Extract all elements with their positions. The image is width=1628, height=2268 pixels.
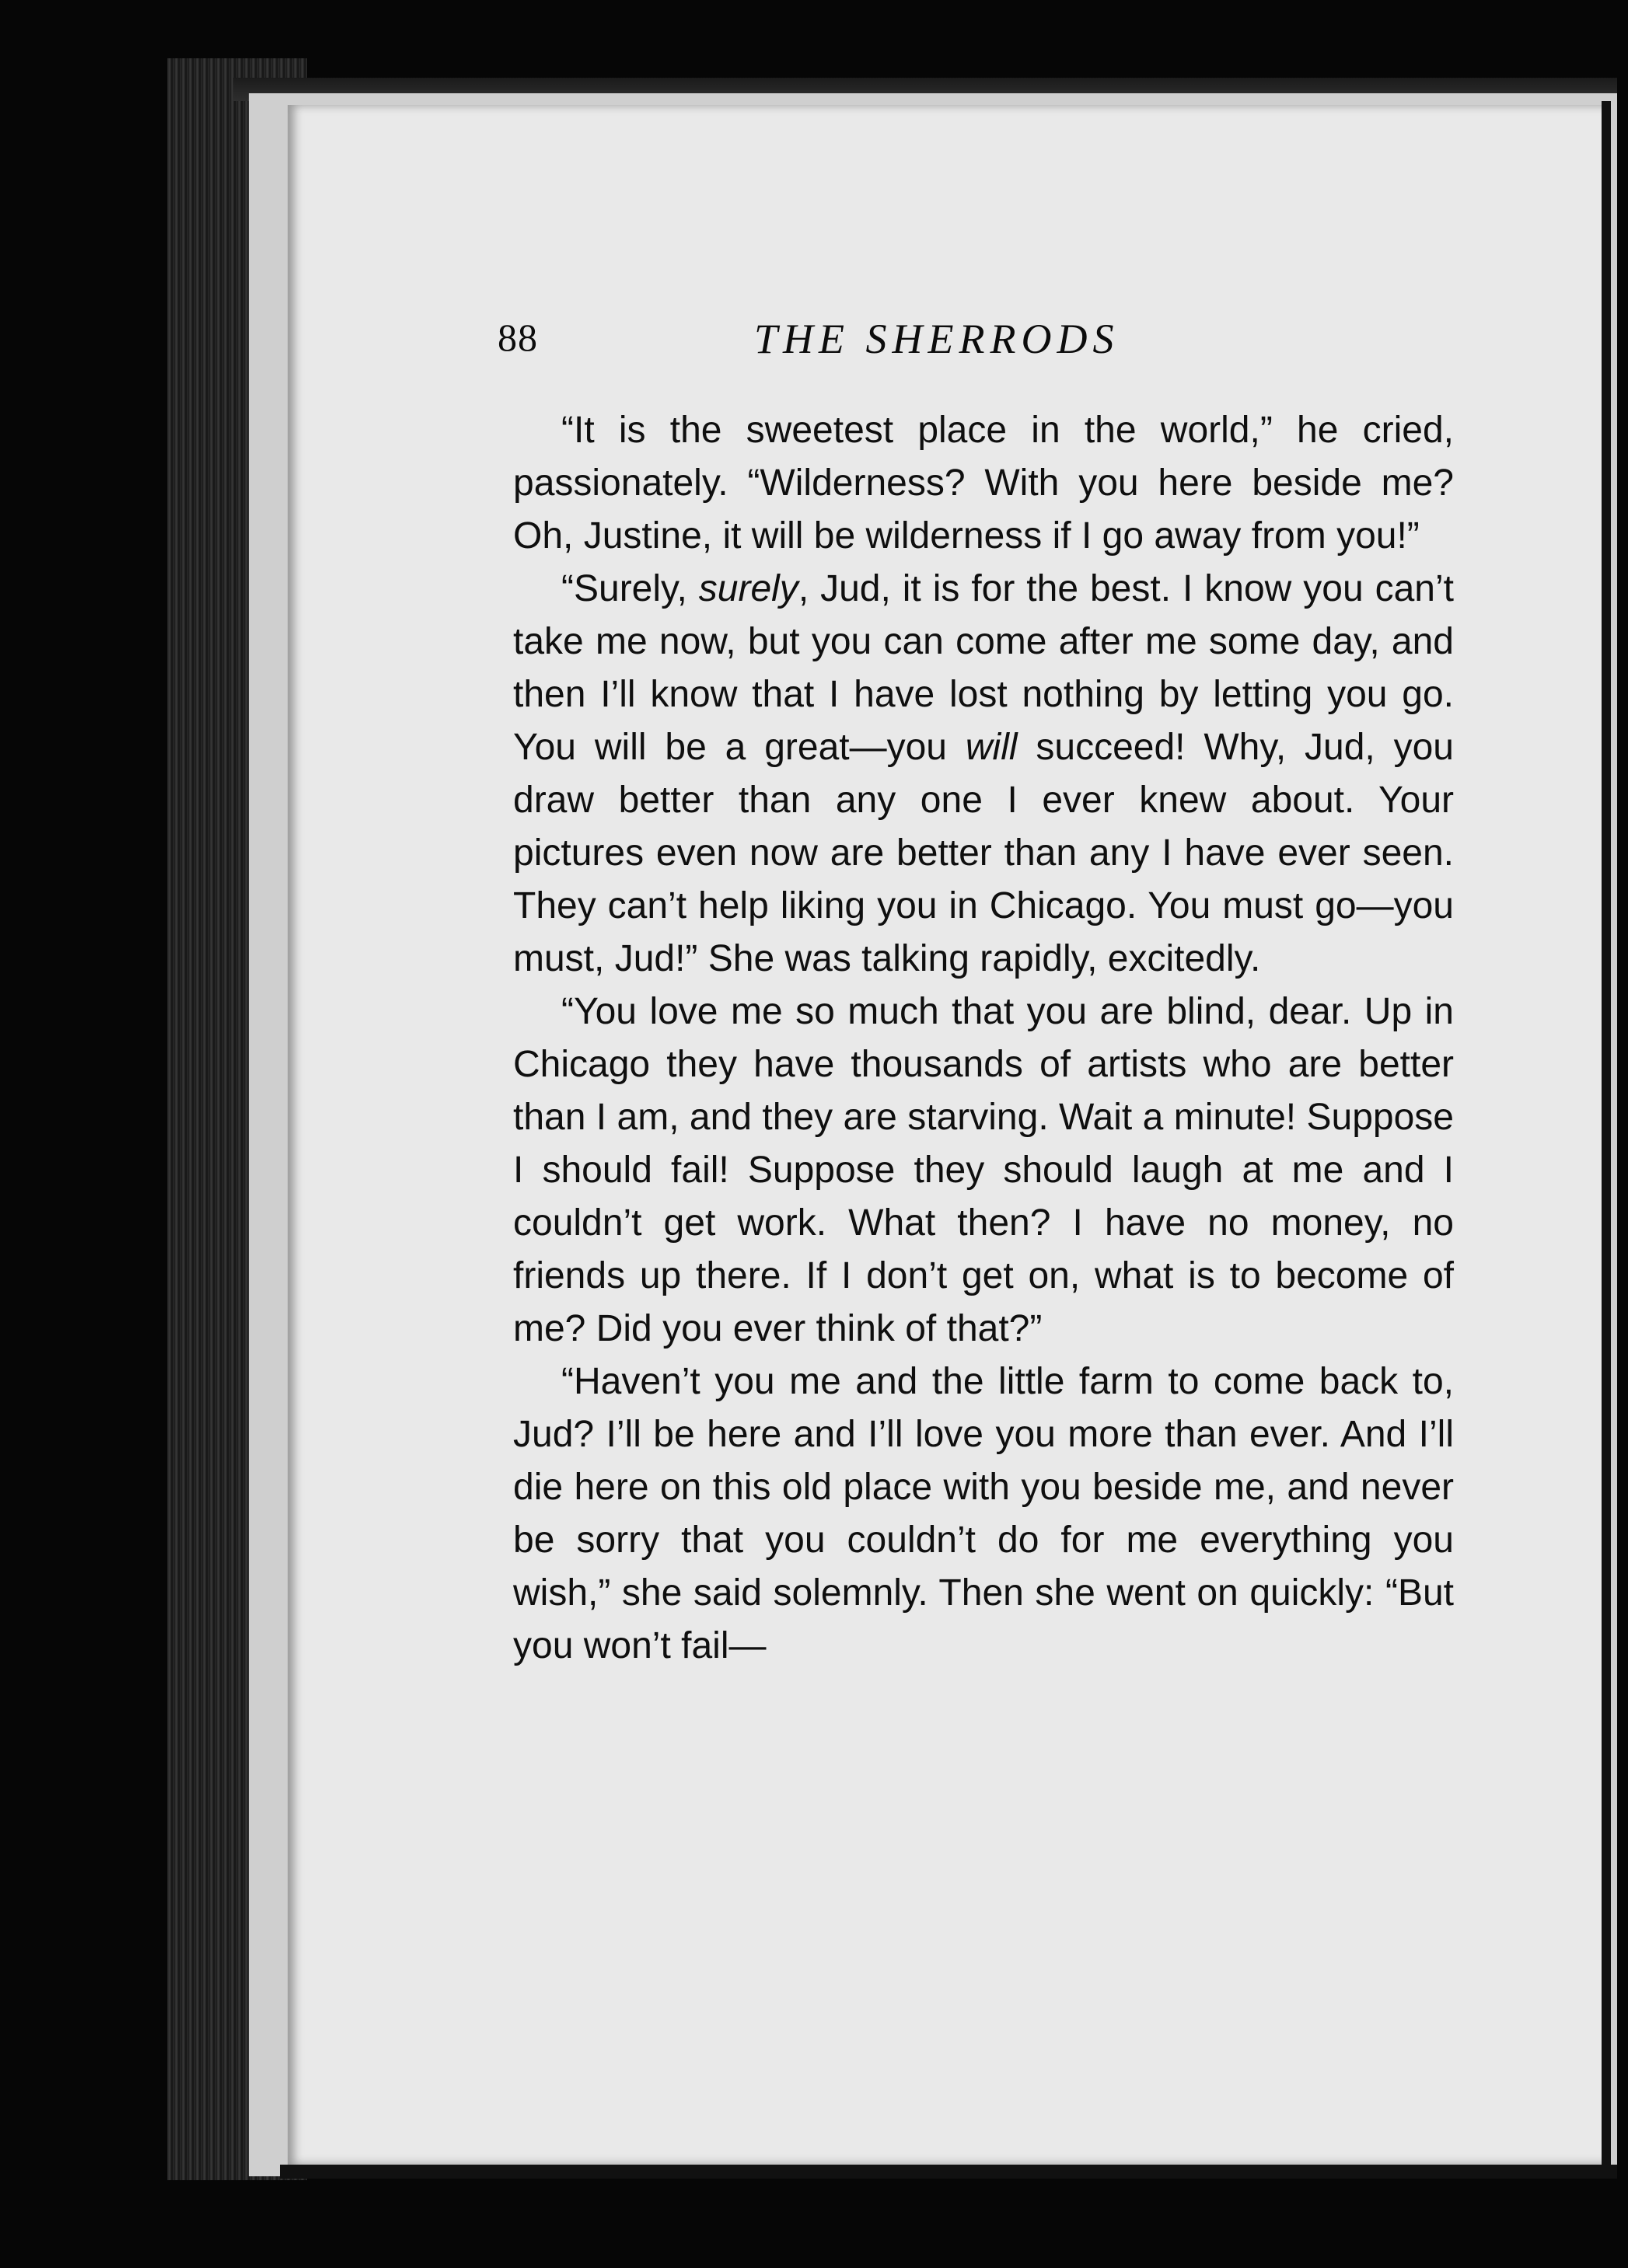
paragraph-1: “It is the sweetest place in the world,” he cried, passionately. “Wilderness? With you here beside me? Oh, Justine, it will be wilderness if I go away from you!” [513, 410, 1454, 557]
paragraph-2-end: succeed! Why, Jud, you draw better than any one I ever knew about. Your pictures even now are better than any I have ever seen. They can’t help liking you in Chicago. You must go—you must, Jud!” She was talking rapidly, excitedly. [513, 727, 1455, 979]
running-title: THE SHERRODS [754, 316, 1120, 362]
paragraph-4: “Haven’t you me and the little farm to come back to, Jud? I’ll be here and I’ll love you more than ever. And I’ll die here on this old place with you beside me, and never be sorry that you couldn’t do for me everything you wish,” she said solemnly. Then she went on quickly: “But you won’t fail— [513, 1361, 1454, 1666]
emphasis-will: will [965, 727, 1018, 768]
page-header [498, 315, 1446, 369]
page-right-border [1602, 101, 1611, 2169]
body-text [513, 404, 1454, 1673]
paragraph-3: “You love me so much that you are blind, dear. Up in Chicago they have thousands of artists who are better than I am, and they are starving. Wait a minute! Suppose I should fail! Suppose they should laugh at me and I couldn’t get work. What then? I have no money, no friends up there. If I don’t get on, what is to become of me? Did you ever think of that?” [513, 991, 1454, 1349]
paragraph-2-start: “Surely, [561, 568, 699, 609]
paragraph-2 [513, 563, 1454, 986]
emphasis-surely: surely [698, 568, 798, 609]
paragraph-2-middle: , Jud, it is for the best. I know you can’t take me now, but you can come after me some day, and then I’ll know that I have lost nothing by letting you go. You will be a great—you [513, 568, 1454, 768]
page-number: 88 [498, 316, 538, 359]
page-bottom-border [280, 2165, 1617, 2179]
